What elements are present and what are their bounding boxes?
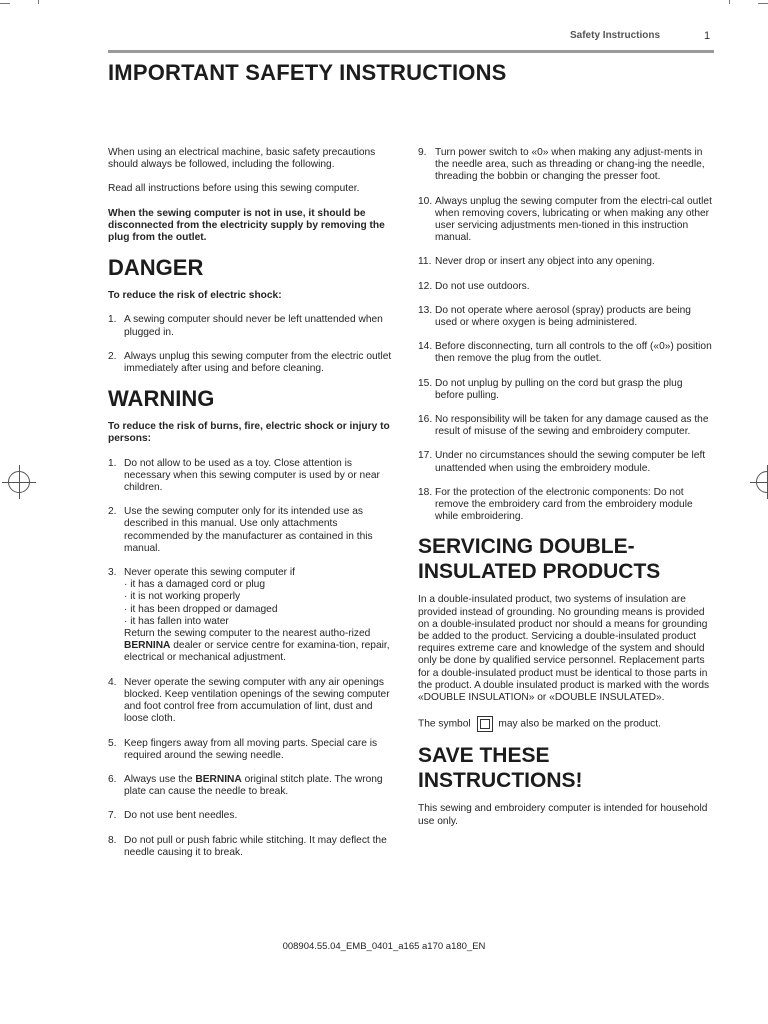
right-column: [418, 147, 714, 840]
list-item: 2. Use the sewing computer only for its intended use as described in this manual. Use only attachments recommended by the manufacturer as contained in this manual.: [108, 506, 373, 554]
header-rule: [108, 50, 714, 53]
list-item: 11. Never drop or insert any object into any opening.: [418, 256, 655, 268]
list-item: 6. Always use the BERNINA original stitch plate. The wrong plate can cause the needle to break.: [108, 773, 383, 798]
crop-mark: [729, 0, 730, 4]
intro-paragraph: When using an electrical machine, basic safety precautions should always be followed, including the following.: [108, 147, 376, 171]
household-use-note: This sewing and embroidery computer is intended for household use only.: [418, 803, 708, 827]
danger-lead: To reduce the risk of electric shock:: [108, 290, 282, 302]
brand-name: BERNINA: [124, 640, 171, 652]
page-number: 1: [704, 30, 711, 42]
list-item: 7. Do not use bent needles.: [108, 810, 238, 822]
list-item: 13. Do not operate where aerosol (spray) products are being used or where oxygen is being administered.: [418, 304, 691, 329]
registration-mark-right: [750, 465, 768, 499]
list-item: 4. Never operate the sewing computer with any air openings blocked. Keep ventilation openings of the sewing computer and foot control free from accumulation of lint, dust and loose cloth.: [108, 676, 390, 725]
document-code-footer: 008904.55.04_EMB_0401_a165 a170 a180_EN: [282, 941, 486, 952]
warning-heading: WARNING: [108, 386, 215, 412]
list-item: 1. A sewing computer should never be left unattended when plugged in.: [108, 314, 383, 338]
list-item: 5. Keep fingers away from all moving parts. Special care is required around the sewing needle.: [108, 737, 378, 761]
symbol-note: The symbol may also be marked on the product.: [418, 716, 714, 732]
warning-list-continued: [418, 147, 714, 523]
servicing-heading: SERVICING DOUBLE- INSULATED PRODUCTS: [418, 535, 661, 583]
list-item: 2. Always unplug this sewing computer from the electric outlet immediately after using and before cleaning.: [108, 350, 392, 375]
list-item: 17. Under no circumstances should the sewing computer be left unattended when using the embroidery module.: [418, 450, 706, 474]
list-item: 18. For the protection of the electronic components: Do not remove the embroidery card from the embroidery module while embroidering.: [418, 486, 693, 523]
running-header: Safety Instructions: [570, 30, 661, 41]
save-heading: SAVE THESE INSTRUCTIONS!: [418, 744, 583, 792]
left-column: [108, 147, 398, 871]
list-item: 9. Turn power switch to «0» when making any adjust-ments in the needle area, such as threading or chang-ing the needle, threading the bobbin or changing the presser foot.: [418, 147, 705, 183]
list-item: 14. Before disconnecting, turn all controls to the off («0») position then remove the plug from the outlet.: [418, 341, 712, 365]
danger-heading: DANGER: [108, 255, 204, 281]
list-item: 15. Do not unplug by pulling on the cord but grasp the plug before pulling.: [418, 377, 683, 401]
double-insulation-symbol-icon: [477, 716, 493, 732]
list-item: 12. Do not use outdoors.: [418, 280, 530, 292]
danger-list: [108, 314, 398, 375]
warning-lead: To reduce the risk of burns, fire, electric shock or injury to persons:: [108, 421, 390, 445]
registration-mark-left: [2, 465, 36, 499]
crop-mark: [0, 3, 10, 4]
list-item: 8. Do not pull or push fabric while stitching. It may deflect the needle causing it to break.: [108, 834, 387, 858]
servicing-paragraph: In a double-insulated product, two systems of insulation are provided instead of grounding. No grounding means is provided on a double-insulated product nor should a means for grounding be added to the product. Servicing a double-insulated product requires extreme care and knowledge of the system and should only be done by qualified service personnel. Replacement parts for a double-insulated product must be identical to those parts in the product. A double insulated product is marked with the words «DOUBLE INSULATION» or «DOUBLE INSULATED».: [418, 594, 710, 704]
brand-name: BERNINA: [195, 773, 242, 785]
list-item: 10. Always unplug the sewing computer from the electri-cal outlet when removing covers, lubricating or when making any other user servicing adjustments men-tioned in this instruction manual.: [418, 195, 712, 244]
warning-list: [108, 458, 398, 859]
list-item: 16. No responsibility will be taken for any damage caused as the result of misuse of the sewing and embroidery computer.: [418, 414, 709, 438]
list-item: 3. Never operate this sewing computer if · it has a damaged cord or plug · it is not working properly · it has been dropped or damaged · it has fallen into water Return the sewing computer to the nearest autho-rized BERNINA dealer or service centre for examina-tion, repair, electrical or mechanical adjustment.: [108, 567, 390, 664]
crop-mark: [758, 3, 768, 4]
list-item: 1. Do not allow to be used as a toy. Close attention is necessary when this sewing computer is used by or near children.: [108, 457, 380, 494]
page-title: IMPORTANT SAFETY INSTRUCTIONS: [108, 60, 507, 85]
crop-mark: [38, 0, 39, 4]
disconnect-notice: When the sewing computer is not in use, it should be disconnected from the electricity supply by removing the plug from the outlet.: [108, 207, 385, 244]
intro-paragraph: Read all instructions before using this sewing computer.: [108, 183, 360, 195]
